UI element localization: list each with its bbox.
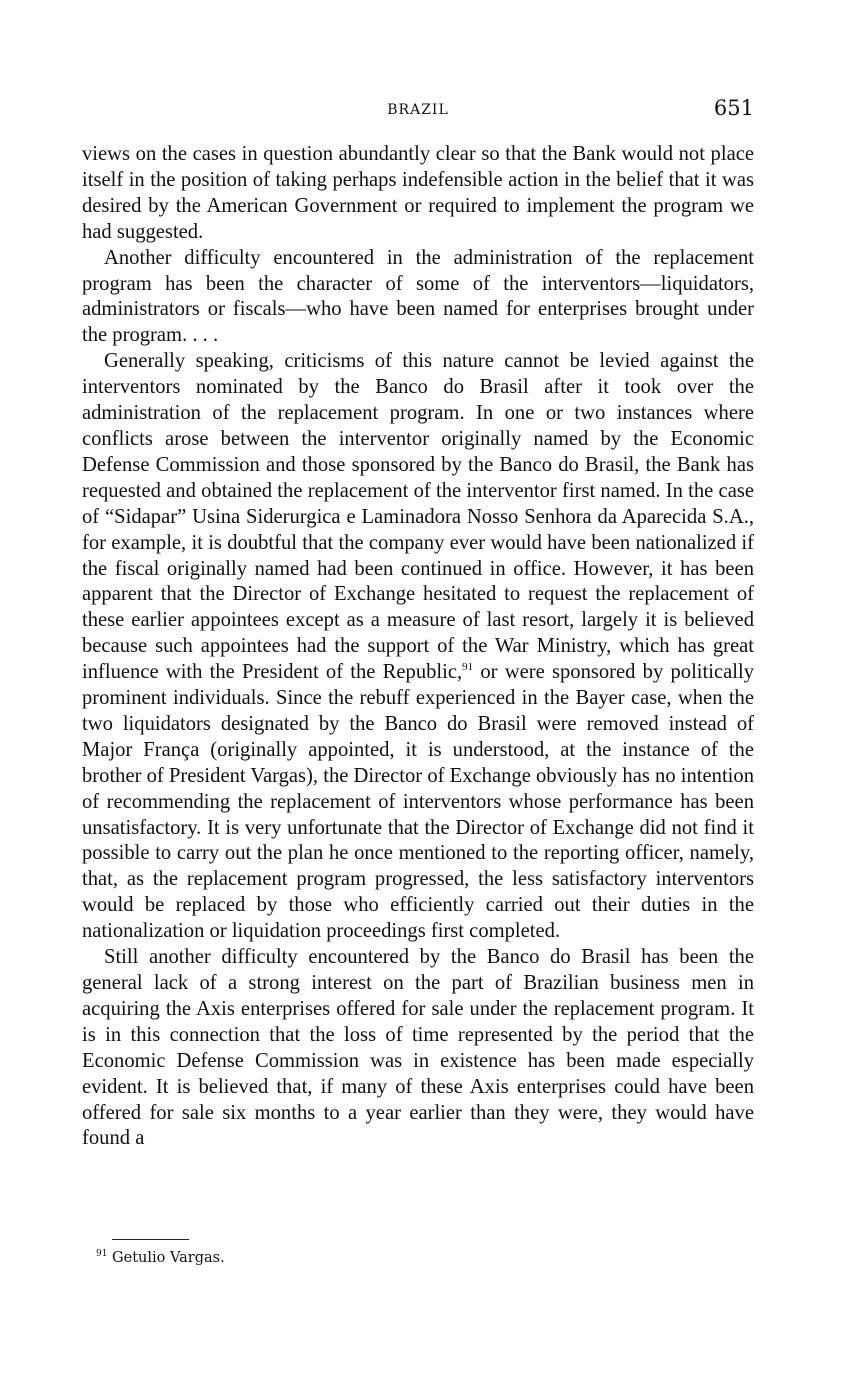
paragraph-criticisms bbox=[82, 349, 754, 945]
footnote-divider bbox=[112, 1239, 189, 1240]
body-text bbox=[82, 142, 754, 1152]
paragraph-criticisms-part1: Generally speaking, criticisms of this nature cannot be levied against the interventors nominated by the Banco do Brasil after it took over the administration of the replacement program. In one or two instances where conflicts arose between the interventor originally named by the Economic Defense Commission and those sponsored by the Banco do Brasil, the Bank has requested and obtained the replacement of the interventor first named. In the case of “Sidapar” Usina Siderurgica e Laminadora Nosso Senhora da Aparecida S.A., for example, it is doubtful that the company ever would have been nationalized if the fiscal originally named had been continued in office. However, it has been apparent that the Director of Exchange hesitated to request the replacement of these earlier appointees except as a measure of last resort, largely it is believed because such appointees had the support of the War Ministry, which has great influence with the President of the Republic, bbox=[82, 350, 754, 684]
running-title: BRAZIL bbox=[387, 102, 449, 118]
paragraph-criticisms-part2: or were sponsored by politically prominent individuals. Since the rebuff experienced in the Bayer case, when the two liquidators designated by the Banco do Brasil were removed instead of Major França (originally appointed, it is understood, at the instance of the brother of President Vargas), the Director of Exchange obviously has no intention of recommending the replacement of interventors whose performance has been unsatisfactory. It is very unfortunate that the Director of Exchange did not find it possible to carry out the plan he once mentioned to the reporting officer, namely, that, as the replacement program progressed, the less satisfactory interventors would be replaced by those who efficiently carried out their duties in the nationalization or liquidation proceedings first completed. bbox=[82, 661, 754, 943]
running-head bbox=[82, 96, 754, 126]
footnote bbox=[96, 1250, 225, 1266]
paragraph-lack-of-interest: Still another difficulty encountered by the Banco do Brasil has been the general lack of a strong interest on the part of Brazilian business men in acquiring the Axis enterprises offered for sale under the replacement program. It is in this connection that the loss of time represented by the period that the Economic Defense Commission was in existence has been made especially evident. It is believed that, if many of these Axis enterprises could have been offered for sale six months to a year earlier than they were, they would have found a bbox=[82, 946, 754, 1150]
paragraph-interventors: Another difficulty encountered in the administration of the replacement program has been the character of some of the interventors—liquidators, administrators or fiscals—who have been named for enterprises brought under the program. . . . bbox=[82, 246, 754, 347]
footnote-number: 91 bbox=[96, 1249, 108, 1260]
footnote-reference: 91 bbox=[462, 661, 474, 674]
footnote-text: Getulio Vargas. bbox=[107, 1250, 225, 1266]
page-number: 651 bbox=[713, 96, 754, 120]
paragraph-continued: views on the cases in question abundantly clear so that the Bank would not place itself in the position of taking perhaps indefensible action in the belief that it was desired by the American Government or required to implement the program we had suggested. bbox=[82, 143, 754, 243]
